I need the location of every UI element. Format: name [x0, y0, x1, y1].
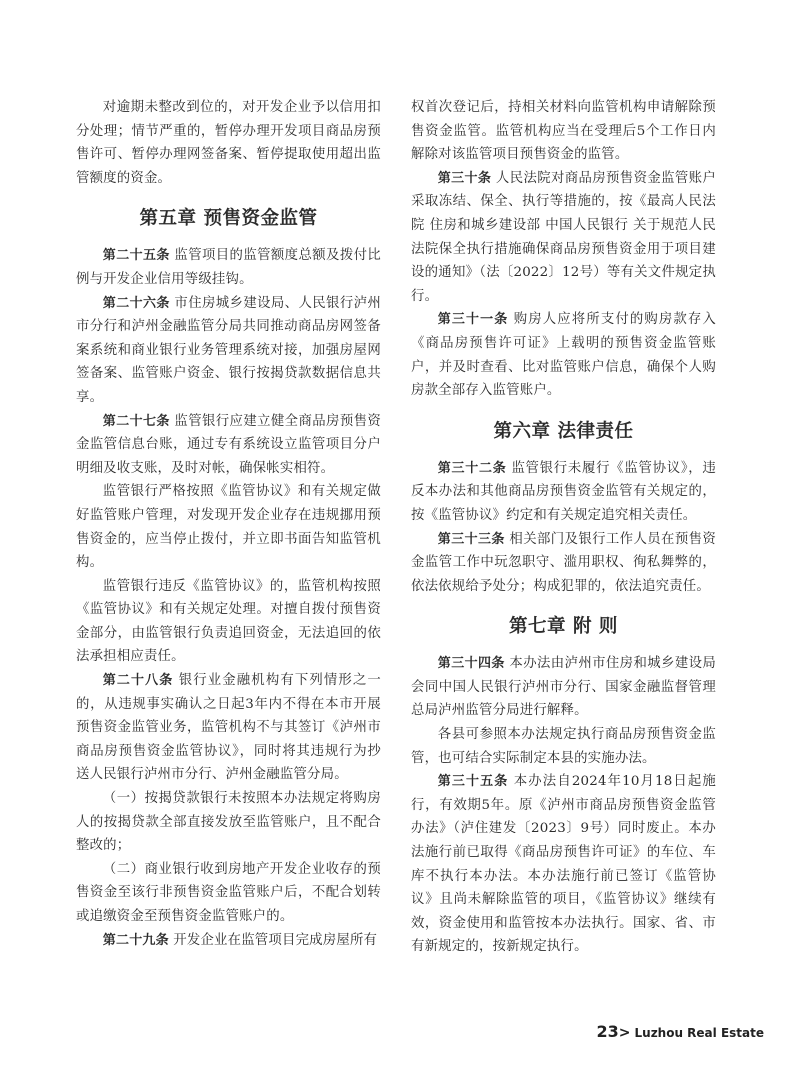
article-29 [76, 929, 381, 953]
article-30 [411, 167, 716, 309]
article-34 [411, 652, 716, 723]
paragraph: 监管银行违反《监管协议》的，监管机构按照《监管协议》和有关规定处理。对擅自拨付预售资金部分，由监管银行负责追回资金，无法追回的依法承担相应责任。 [76, 578, 381, 665]
article-text: 相关部门及银行工作人员在预售资金监管工作中玩忽职守、滥用职权、徇私舞弊的，依法依规给予处分；构成犯罪的，依法追究责任。 [411, 531, 716, 594]
article-label: 第二十九条 [102, 932, 169, 948]
article-33 [411, 528, 716, 599]
article-text: 银行业金融机构有下列情形之一的，从违规事实确认之日起3年内不得在本市开展预售资金监管业务，监管机构不与其签订《泸州市商品房预售资金监管协议》，同时将其违规行为抄送人民银行泸州市分行、泸州金融监管分局。 [76, 673, 381, 783]
article-label: 第三十三条 [437, 531, 505, 547]
list-item: （二）商业银行收到房地产开发企业收存的预售资金至该行非预售资金监管账户后，不配合划转或追缴资金至预售资金监管账户的。 [76, 861, 381, 924]
paragraph: 各县可参照本办法规定执行商品房预售资金监管，也可结合实际制定本县的实施办法。 [411, 727, 716, 766]
article-text: 本办法自2024年10月18日起施行，有效期5年。原《泸州市商品房预售资金监管办法》（泸住建发〔2023〕9号）同时废止。本办法施行前已取得《商品房预售许可证》的车位、车库不执行本办法。本办法施行前已签订《监管协议》且尚未解除监管的项目，《监管协议》继续有效，资金使用和监管按本办法执行。国家、省、市有新规定的，按新规定执行。 [411, 774, 716, 955]
article-label: 第三十一条 [437, 312, 509, 328]
right-column [411, 96, 716, 959]
paragraph: 权首次登记后，持相关材料向监管机构申请解除预售资金监管。监管机构应当在受理后5个工作日内解除对该监管项目预售资金的监管。 [411, 100, 716, 163]
paragraph: 对逾期未整改到位的，对开发企业予以信用扣分处理；情节严重的，暂停办理开发项目商品房预售许可、暂停办理网签备案、暂停提取使用超出监管额度的资金。 [76, 100, 381, 186]
article-text: 购房人应将所支付的购房款存入《商品房预售许可证》上载明的预售资金监管账户，并及时查看、比对监管账户信息，确保个人购房款全部存入监管账户。 [411, 312, 716, 399]
article-26 [76, 292, 381, 410]
article-35 [411, 770, 716, 959]
article-31 [411, 308, 716, 402]
publication-name: Luzhou Real Estate [634, 1026, 764, 1040]
article-label: 第三十四条 [437, 656, 505, 672]
article-label: 第二十七条 [102, 413, 170, 429]
article-text: 市住房城乡建设局、人民银行泸州市分行和泸州金融监管分局共同推动商品房网签备案系统和商业银行业务管理系统对接，加强房屋网签备案、监管账户资金、银行按揭贷款数据信息共享。 [76, 295, 381, 405]
article-28 [76, 669, 381, 787]
article-text: 人民法院对商品房预售资金监管账户采取冻结、保全、执行等措施的，按《最高人民法院 住房和城乡建设部 中国人民银行 关于规范人民法院保全执行措施确保商品房预售资金用于项目建设的通知》（法〔2022〕12号）等有关文件规定执行。 [411, 170, 716, 304]
article-27 [76, 410, 381, 481]
article-text: 监管银行未履行《监管协议》，违反本办法和其他商品房预售资金监管有关规定的，按《监管协议》约定和有关规定追究相关责任。 [411, 460, 716, 523]
page-footer [597, 1022, 765, 1041]
article-label: 第三十条 [437, 170, 492, 186]
chevron-right-icon: > [618, 1025, 631, 1041]
article-label: 第二十六条 [102, 295, 170, 311]
chapter-heading: 第七章 附 则 [509, 616, 618, 638]
paragraph: 监管银行严格按照《监管协议》和有关规定做好监管账户管理，对发现开发企业存在违规挪用预售资金的，应当停止拨付，并立即书面告知监管机构。 [76, 484, 381, 571]
article-text: 监管银行应建立健全商品房预售资金监管信息台账，通过专有系统设立监管项目分户明细及收支账，及时对帐，确保帐实相符。 [76, 413, 381, 476]
list-item: （一）按揭贷款银行未按照本办法规定将购房人的按揭贷款全部直接发放至监管账户，且不配合整改的； [76, 791, 381, 854]
article-text: 监管项目的监管额度总额及拨付比例与开发企业信用等级挂钩。 [76, 248, 381, 287]
article-32 [411, 457, 716, 528]
chapter-heading: 第六章 法律责任 [493, 420, 634, 442]
article-text: 本办法由泸州市住房和城乡建设局会同中国人民银行泸州市分行、国家金融监督管理总局泸州监管分局进行解释。 [411, 656, 716, 719]
article-label: 第二十五条 [102, 248, 170, 264]
chapter-heading: 第五章 预售资金监管 [139, 208, 318, 230]
article-25 [76, 244, 381, 291]
article-text: 开发企业在监管项目完成房屋所有 [168, 932, 378, 948]
article-label: 第三十二条 [437, 460, 507, 476]
left-column [76, 96, 381, 952]
article-label: 第三十五条 [437, 774, 509, 790]
page-number: 23 [596, 1022, 619, 1041]
article-label: 第二十八条 [102, 673, 174, 689]
